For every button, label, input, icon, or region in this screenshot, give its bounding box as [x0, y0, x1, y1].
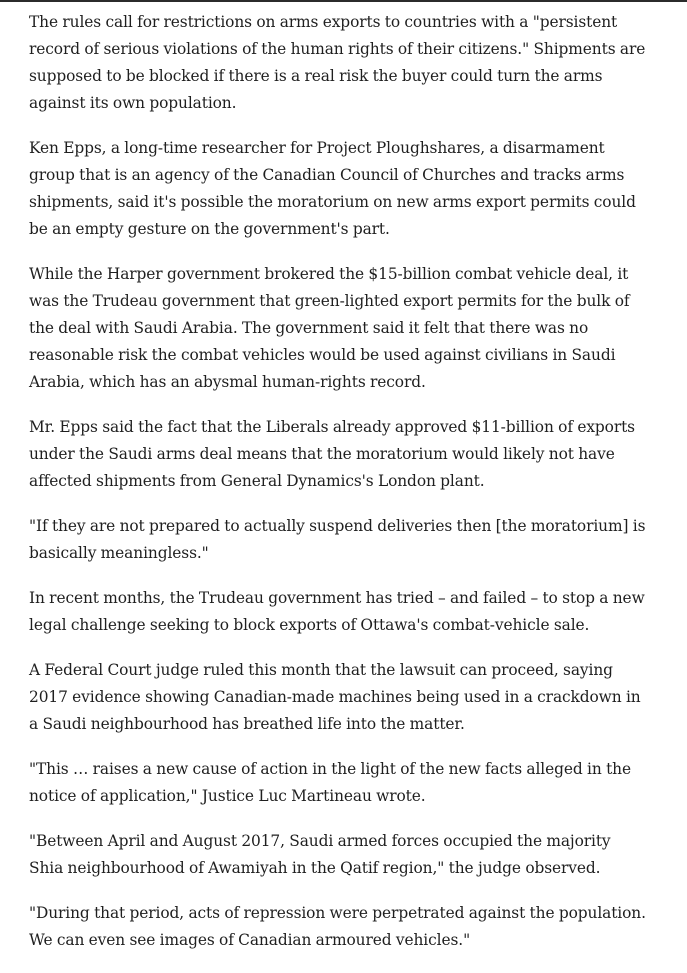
article-body — [0, 2, 687, 954]
article-paragraph-10: "During that period, acts of repression were perpetrated against the population. We can even see images of Canadian armoured vehicles." — [29, 904, 646, 949]
article-paragraph-9: "Between April and August 2017, Saudi armed forces occupied the majority Shia neighbourhood of Awamiyah in the Qatif region," the judge observed. — [29, 832, 611, 877]
article-paragraph-8: "This … raises a new cause of action in the light of the new facts alleged in the notice of application," Justice Luc Martineau wrote. — [29, 760, 631, 805]
article-paragraph-5: "If they are not prepared to actually suspend deliveries then [the moratorium] is basically meaningless." — [29, 517, 646, 562]
article-paragraph-6: In recent months, the Trudeau government has tried – and failed – to stop a new legal challenge seeking to block exports of Ottawa's combat-vehicle sale. — [29, 589, 645, 634]
article-paragraph-2: Ken Epps, a long-time researcher for Project Ploughshares, a disarmament group that is an agency of the Canadian Council of Churches and tracks arms shipments, said it's possible the moratorium on new arms export permits could be an empty gesture on the government's part. — [29, 139, 636, 238]
article-paragraph-3: While the Harper government brokered the $15-billion combat vehicle deal, it was the Trudeau government that green-lighted export permits for the bulk of the deal with Saudi Arabia. The government said it felt that there was no reasonable risk the combat vehicles would be used against civilians in Saudi Arabia, which has an abysmal human-rights record. — [29, 265, 630, 391]
article-paragraph-4: Mr. Epps said the fact that the Liberals already approved $11-billion of exports under the Saudi arms deal means that the moratorium would likely not have affected shipments from General Dynamics's London plant. — [29, 418, 635, 490]
article-paragraph-1: The rules call for restrictions on arms exports to countries with a "persistent record of serious violations of the human rights of their citizens." Shipments are supposed to be blocked if there is a real risk the buyer could turn the arms against its own population. — [29, 13, 646, 112]
article-paragraph-7: A Federal Court judge ruled this month that the lawsuit can proceed, saying 2017 evidence showing Canadian-made machines being used in a crackdown in a Saudi neighbourhood has breathed life into the matter. — [29, 661, 641, 733]
